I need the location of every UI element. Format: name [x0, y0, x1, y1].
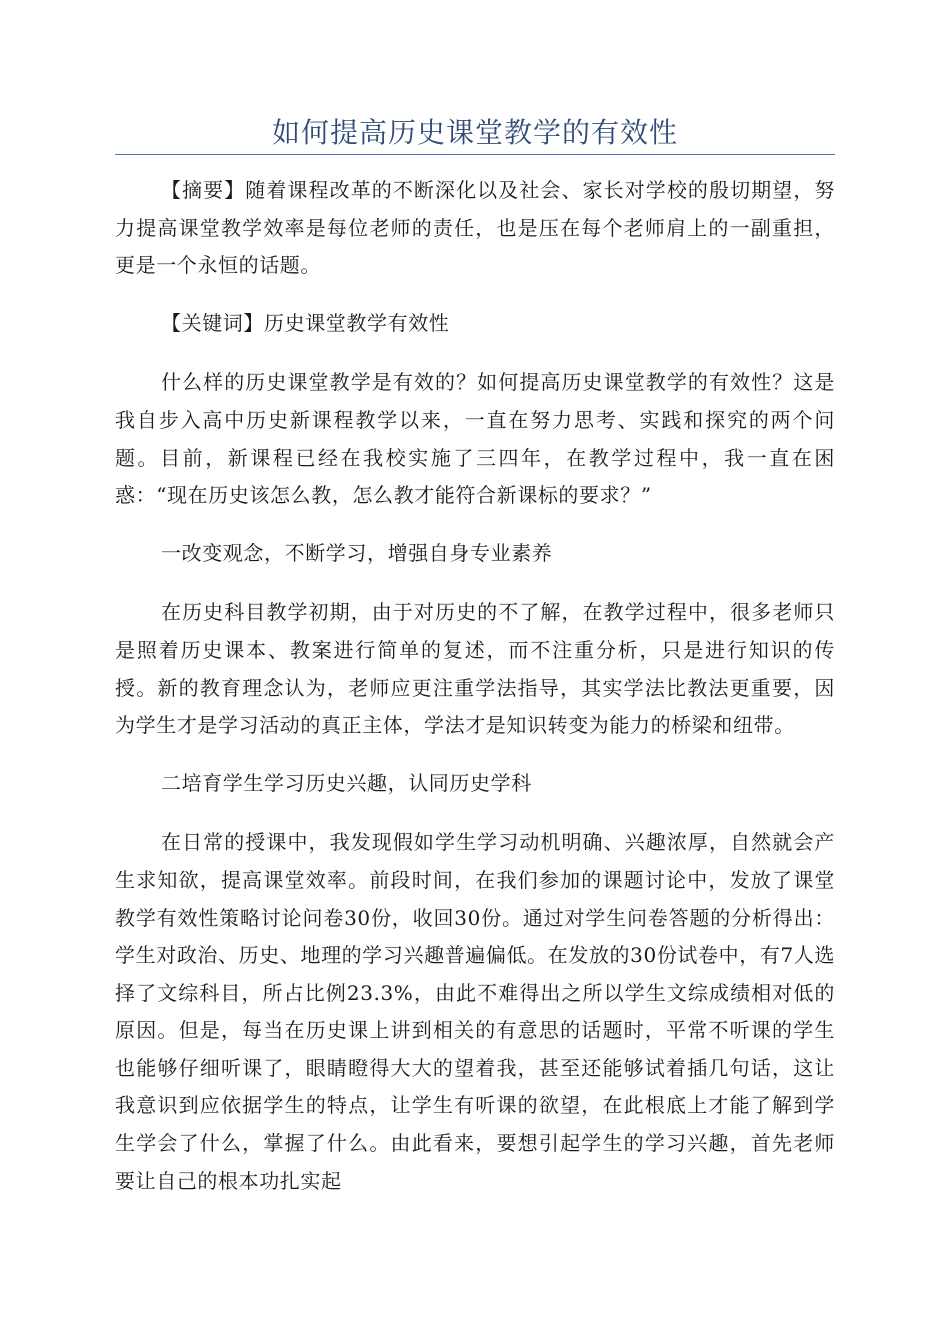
- title-underline: [115, 154, 835, 155]
- abstract-paragraph: 【摘要】随着课程改革的不断深化以及社会、家长对学校的殷切期望，努力提高课堂教学效率是每位老师的责任，也是压在每个老师肩上的一副重担，更是一个永恒的话题。: [115, 178, 835, 278]
- intro-paragraph: 什么样的历史课堂教学是有效的？如何提高历史课堂教学的有效性？这是我自步入高中历史新课程教学以来，一直在努力思考、实践和探究的两个问题。目前，新课程已经在我校实施了三四年，在教学过程中，我一直在困惑：“现在历史该怎么教，怎么教才能符合新课标的要求？”: [115, 370, 835, 508]
- section-2-paragraph: 在日常的授课中，我发现假如学生学习动机明确、兴趣浓厚，自然就会产生求知欲，提高课堂效率。前段时间，在我们参加的课题讨论中，发放了课堂教学有效性策略讨论问卷30份，收回30份。通过对学生问卷答题的分析得出：学生对政治、历史、地理的学习兴趣普遍偏低。在发放的30份试卷中，有7人选择了文综科目，所占比例23.3%，由此不难得出之所以学生文综成绩相对低的原因。但是，每当在历史课上讲到相关的有意思的话题时，平常不听课的学生也能够仔细听课了，眼睛瞪得大大的望着我，甚至还能够试着插几句话，这让我意识到应依据学生的特点，让学生有听课的欲望，在此根底上才能了解到学生学会了什么，掌握了什么。由此看来，要想引起学生的学习兴趣，首先老师要让自己的根本功扎实起: [115, 830, 835, 1193]
- section-heading-2: 二培育学生学习历史兴趣，认同历史学科: [161, 770, 532, 795]
- section-heading-1: 一改变观念，不断学习，增强自身专业素养: [161, 540, 553, 565]
- document-body: [115, 172, 835, 1220]
- page-title: 如何提高历史课堂教学的有效性: [271, 116, 678, 149]
- section-1-paragraph: 在历史科目教学初期，由于对历史的不了解，在教学过程中，很多老师只是照着历史课本、教案进行简单的复述，而不注重分析，只是进行知识的传授。新的教育理念认为，老师应更注重学法指导，其实学法比教法更重要，因为学生才是学习活动的真正主体，学法才是知识转变为能力的桥梁和纽带。: [115, 600, 835, 738]
- keywords-line: 【关键词】历史课堂教学有效性: [161, 310, 450, 335]
